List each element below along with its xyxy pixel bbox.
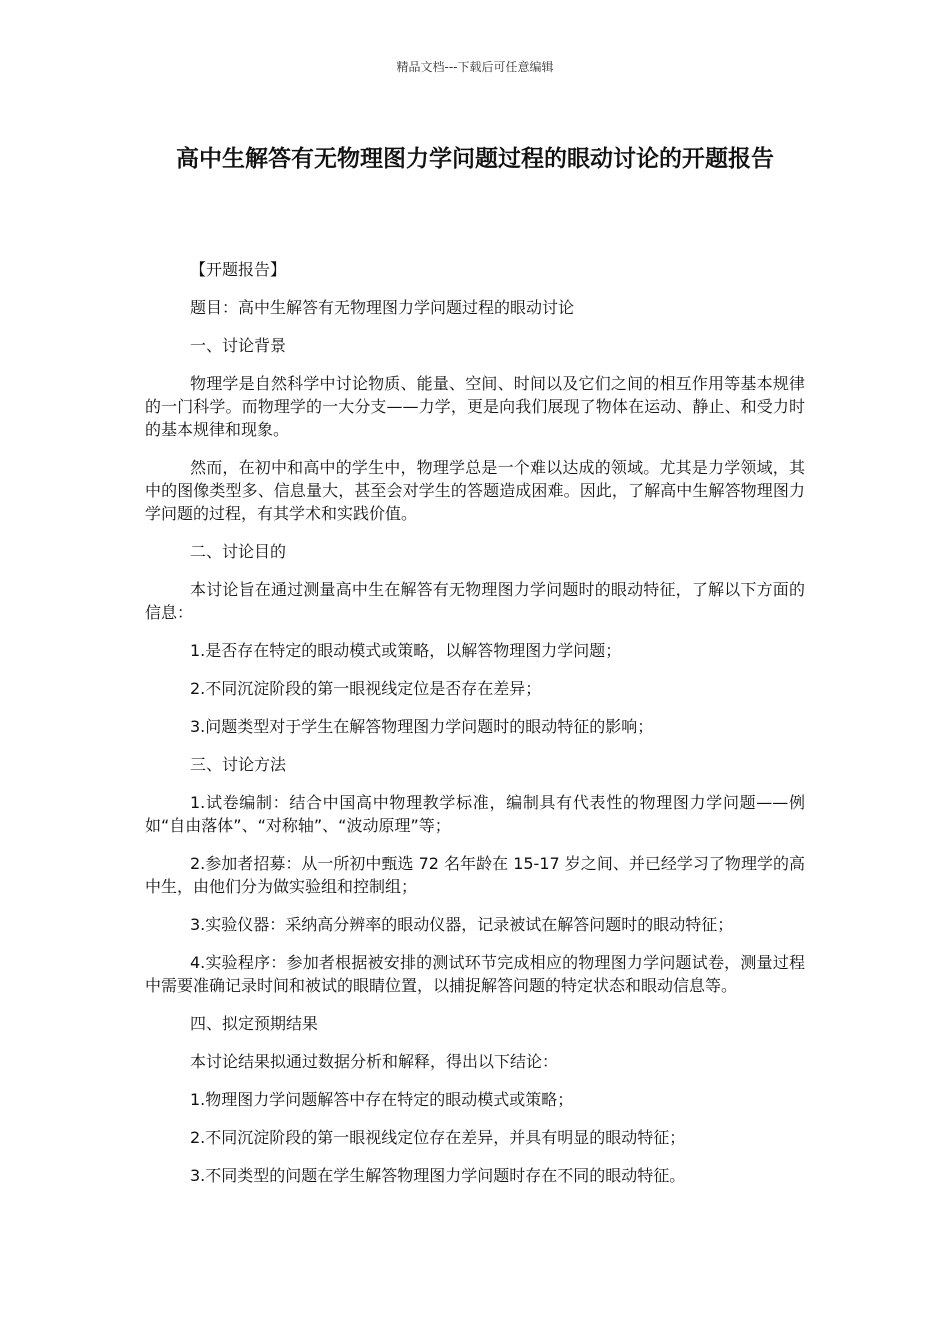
purpose-paragraph: 本讨论旨在通过测量高中生在解答有无物理图力学问题时的眼动特征，了解以下方面的信息： bbox=[145, 580, 805, 622]
background-paragraph-1: 物理学是自然科学中讨论物质、能量、空间、时间以及它们之间的相互作用等基本规律的一门科学。而物理学的一大分支——力学，更是向我们展现了物体在运动、静止、和受力时的基本规律和现象。 bbox=[145, 374, 805, 439]
purpose-item-2: 2.不同沉淀阶段的第一眼视线定位是否存在差异； bbox=[190, 679, 542, 698]
document-body bbox=[145, 258, 805, 1202]
section-heading-results: 四、拟定预期结果 bbox=[190, 1014, 319, 1033]
section-heading-background: 一、讨论背景 bbox=[190, 336, 287, 355]
section-label: 【开题报告】 bbox=[190, 260, 287, 279]
section-heading-method: 三、讨论方法 bbox=[190, 755, 287, 774]
results-item-1: 1.物理图力学问题解答中存在特定的眼动模式或策略； bbox=[190, 1090, 574, 1109]
results-paragraph: 本讨论结果拟通过数据分析和解释，得出以下结论： bbox=[190, 1052, 559, 1071]
document-title: 高中生解答有无物理图力学问题过程的眼动讨论的开题报告 bbox=[176, 146, 774, 172]
method-item-4: 4.实验程序：参加者根据被安排的测试环节完成相应的物理图力学问题试卷，测量过程中需要准确记录时间和被试的眼睛位置，以捕捉解答问题的特定状态和眼动信息等。 bbox=[145, 953, 805, 995]
purpose-item-1: 1.是否存在特定的眼动模式或策略，以解答物理图力学问题； bbox=[190, 641, 622, 660]
method-item-3: 3.实验仪器：采纳高分辨率的眼动仪器，记录被试在解答问题时的眼动特征； bbox=[190, 915, 734, 934]
results-item-2: 2.不同沉淀阶段的第一眼视线定位存在差异，并具有明显的眼动特征； bbox=[190, 1128, 686, 1147]
background-paragraph-2: 然而，在初中和高中的学生中，物理学总是一个难以达成的领域。尤其是力学领域，其中的图像类型多、信息量大，甚至会对学生的答题造成困难。因此，了解高中生解答物理图力学问题的过程，有其学术和实践价值。 bbox=[145, 458, 805, 523]
header-note: 精品文档---下载后可任意编辑 bbox=[396, 60, 554, 74]
results-item-3: 3.不同类型的问题在学生解答物理图力学问题时存在不同的眼动特征。 bbox=[190, 1166, 686, 1185]
topic-line: 题目：高中生解答有无物理图力学问题过程的眼动讨论 bbox=[190, 298, 575, 317]
method-item-2: 2.参加者招募：从一所初中甄选 72 名年龄在 15-17 岁之间、并已经学习了物理学的高中生，由他们分为做实验组和控制组； bbox=[145, 854, 805, 896]
purpose-item-3: 3.问题类型对于学生在解答物理图力学问题时的眼动特征的影响； bbox=[190, 717, 654, 736]
section-heading-purpose: 二、讨论目的 bbox=[190, 542, 287, 561]
method-item-1: 1.试卷编制：结合中国高中物理教学标准，编制具有代表性的物理图力学问题——例如“自由落体”、“对称轴”、“波动原理”等； bbox=[145, 793, 805, 835]
